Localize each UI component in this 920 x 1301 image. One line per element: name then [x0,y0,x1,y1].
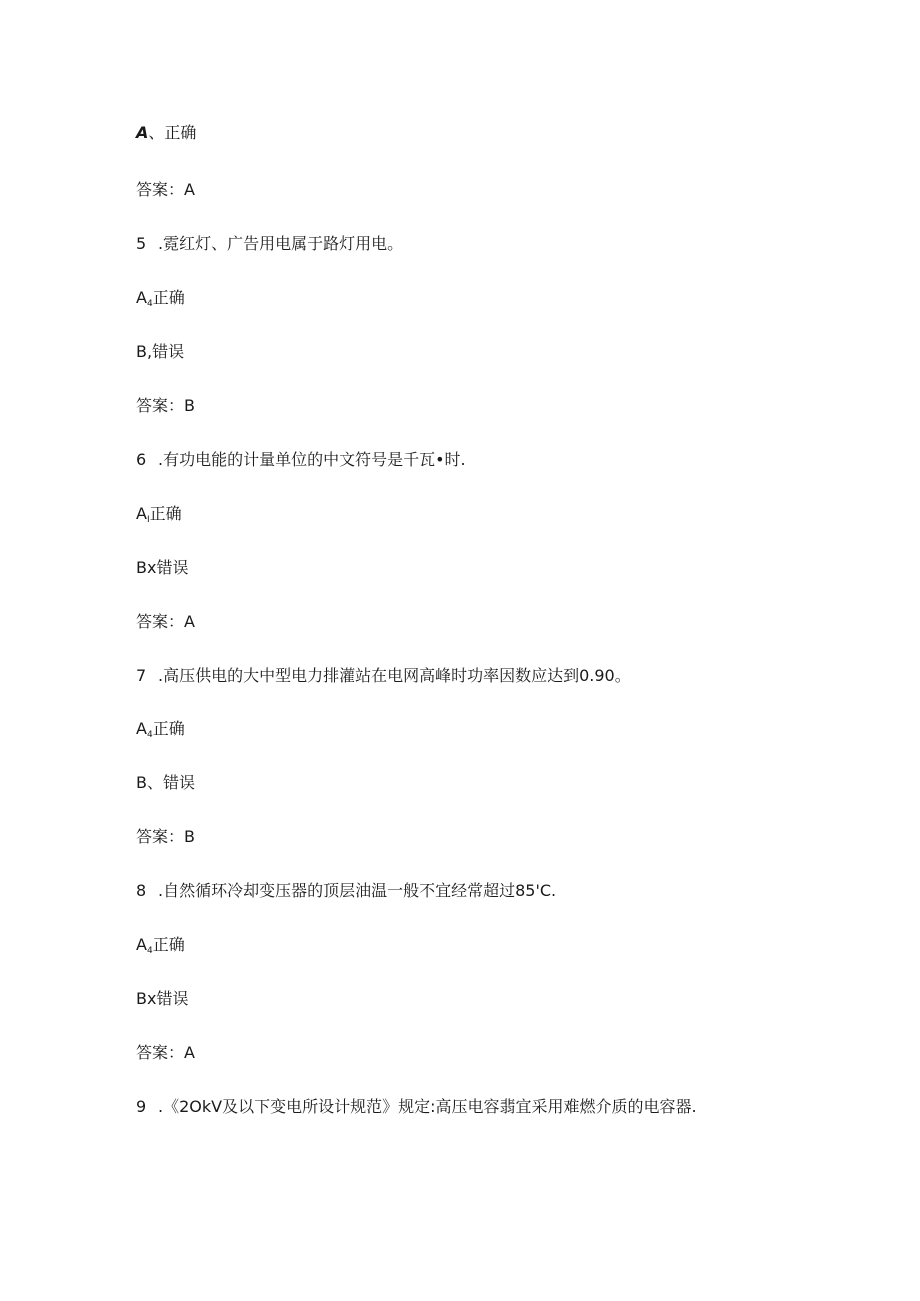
answer-line: 答案：B [136,396,195,415]
answer-line: 答案：A [136,612,195,631]
answer-line: 答案：B [136,827,195,846]
option-b-wrong: B,错误 [136,342,185,361]
question-7: 7 .高压供电的大中型电力排灌站在电网高峰时功率因数应达到0.90。 [136,666,631,685]
option-a-correct: A、正确 [136,123,197,142]
option-a-correct: $A_I$正确 [136,504,182,525]
question-6: 6 .有功电能的计量单位的中文符号是千瓦•时. [136,450,466,469]
option-b-wrong: Bx错误 [136,558,189,577]
question-5: 5 .霓红灯、广告用电属于路灯用电。 [136,234,404,253]
question-8: 8 .自然循环冷却变压器的顶层油温一般不宜经常超过85'C. [136,881,557,900]
question-9: 9 .《2OkV及以下变电所设计规范》规定:高压电容翡宜采用难燃介质的电容器. [136,1097,697,1116]
answer-line: 答案：A [136,1043,195,1062]
option-a-correct: $A_4$正确 [136,288,185,309]
option-a-correct: $A_4$正确 [136,935,185,956]
option-a-correct: $A_4$正确 [136,719,185,740]
option-b-wrong: B、错误 [136,773,196,792]
option-b-wrong: Bx错误 [136,989,189,1008]
answer-line: 答案：A [136,180,195,199]
